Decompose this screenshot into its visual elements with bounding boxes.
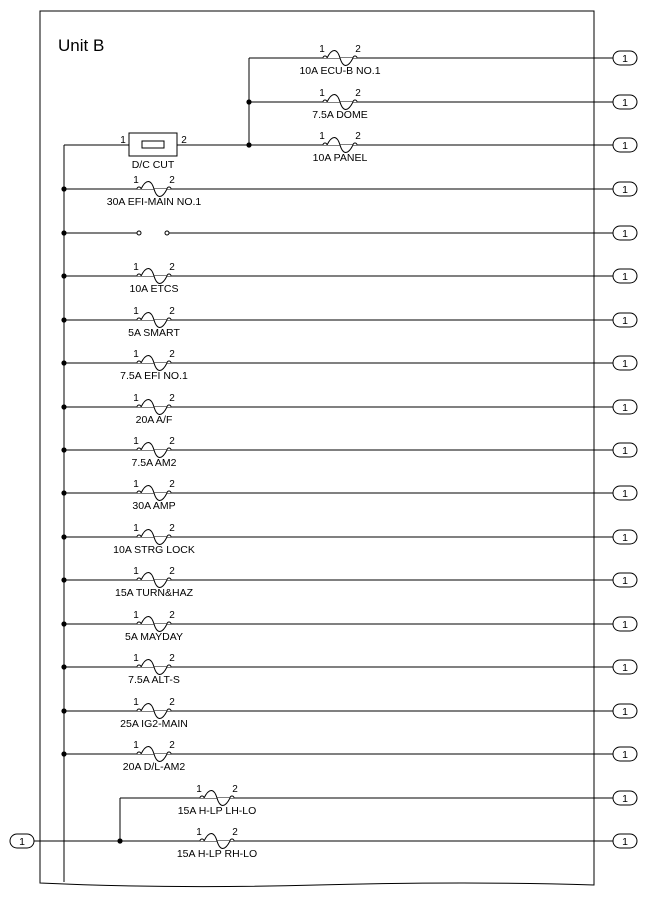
pin-2-label: 2: [232, 784, 238, 795]
fuse-label: 30A EFI-MAIN NO.1: [106, 196, 202, 208]
junction-dot: [61, 186, 66, 191]
pin-1-label: 1: [133, 740, 139, 751]
connector-label: 1: [622, 445, 628, 457]
fuse-symbol: [137, 443, 171, 458]
pin-2-label: 2: [355, 44, 361, 55]
connector-label: 1: [622, 793, 628, 805]
pin-2-label: 2: [232, 827, 238, 838]
pin-2-label: 2: [169, 349, 175, 360]
open-contact: [165, 231, 169, 235]
pin-1-label: 1: [133, 306, 139, 317]
pin-1-label: 1: [133, 653, 139, 664]
fuse-label: 30A AMP: [132, 500, 176, 512]
pin-1-label: 1: [133, 175, 139, 186]
connector-label: 1: [622, 184, 628, 196]
pin-2-label: 2: [355, 88, 361, 99]
connector-label: 1: [622, 488, 628, 500]
fuse-symbol: [137, 660, 171, 675]
junction-dot: [61, 490, 66, 495]
fuse-symbol: [137, 530, 171, 545]
pin-2-label: 2: [169, 393, 175, 404]
connector-label: 1: [622, 228, 628, 240]
fuse-label: 7.5A ALT-S: [128, 674, 180, 686]
pin-1-label: 1: [133, 566, 139, 577]
pin-2-label: 2: [169, 740, 175, 751]
fuse-label: 5A MAYDAY: [125, 631, 183, 643]
pin-1-label: 1: [133, 697, 139, 708]
connector-label: 1: [622, 836, 628, 848]
pin-1-label: 1: [133, 436, 139, 447]
fuse-symbol: [137, 356, 171, 371]
pin-2-label: 2: [169, 523, 175, 534]
fuse-symbol: [137, 400, 171, 415]
fuse-label: 10A ETCS: [129, 283, 179, 295]
fuse-symbol: [137, 486, 171, 501]
junction-dot: [61, 621, 66, 626]
junction-dot: [61, 230, 66, 235]
pin-1-label: 1: [319, 88, 325, 99]
connector-label: 1: [622, 315, 628, 327]
fuse-label: 20A A/F: [135, 414, 173, 426]
connector-label: 1: [622, 358, 628, 370]
pin-2-label: 2: [169, 479, 175, 490]
pin-1-label: 1: [319, 131, 325, 142]
pin-2-label: 2: [169, 306, 175, 317]
fuse-symbol: [137, 704, 171, 719]
junction-dot: [61, 317, 66, 322]
junction-dot: [61, 360, 66, 365]
fuse-label: 10A STRG LOCK: [113, 544, 195, 556]
fuse-symbol: [137, 747, 171, 762]
pin-2-label: 2: [355, 131, 361, 142]
unit-title: Unit B: [58, 36, 105, 55]
dc-cut-element: [142, 141, 164, 148]
pin-2-label: 2: [169, 697, 175, 708]
pin-1-label: 1: [196, 827, 202, 838]
pin-2-label: 2: [169, 175, 175, 186]
fuse-symbol: [200, 834, 234, 849]
fuse-label: 15A H-LP LH-LO: [177, 805, 257, 817]
pin-1-label: 1: [133, 610, 139, 621]
pin-1-label: 1: [133, 479, 139, 490]
open-contact: [137, 231, 141, 235]
connector-label: 1: [622, 749, 628, 761]
connector-label: 1: [19, 836, 25, 848]
junction-dot: [61, 404, 66, 409]
dc-cut-pin-2: 2: [181, 135, 187, 146]
junction-dot: [61, 708, 66, 713]
fuse-symbol: [137, 617, 171, 632]
pin-2-label: 2: [169, 262, 175, 273]
junction-dot: [246, 99, 251, 104]
pin-2-label: 2: [169, 610, 175, 621]
dc-cut-pin-1: 1: [120, 135, 126, 146]
pin-1-label: 1: [319, 44, 325, 55]
connector-label: 1: [622, 706, 628, 718]
connector-label: 1: [622, 662, 628, 674]
pin-2-label: 2: [169, 653, 175, 664]
fuse-label: 10A ECU-B NO.1: [299, 65, 381, 77]
pin-1-label: 1: [133, 262, 139, 273]
fuse-label: 7.5A EFI NO.1: [120, 370, 188, 382]
fuse-label: 15A H-LP RH-LO: [176, 848, 258, 860]
junction-dot: [61, 664, 66, 669]
connector-label: 1: [622, 271, 628, 283]
connector-label: 1: [622, 575, 628, 587]
fuse-symbol: [137, 313, 171, 328]
fuse-symbol: [323, 51, 357, 66]
connector-label: 1: [622, 402, 628, 414]
junction-dot: [61, 447, 66, 452]
fuse-label: 7.5A AM2: [131, 457, 177, 469]
connector-label: 1: [622, 53, 628, 65]
connector-label: 1: [622, 140, 628, 152]
pin-2-label: 2: [169, 566, 175, 577]
pin-1-label: 1: [133, 349, 139, 360]
connector-label: 1: [622, 97, 628, 109]
pin-1-label: 1: [133, 523, 139, 534]
wiring: [34, 58, 613, 882]
pin-1-label: 1: [196, 784, 202, 795]
fuse-label: 7.5A DOME: [312, 109, 368, 121]
fuse-symbol: [137, 269, 171, 284]
junction-dot: [61, 534, 66, 539]
fuse-label: 20A D/L-AM2: [122, 761, 186, 773]
connector-label: 1: [622, 619, 628, 631]
connector-label: 1: [622, 532, 628, 544]
fuse-label: 5A SMART: [128, 327, 180, 339]
junction-dot: [61, 751, 66, 756]
fuse-symbol: [323, 138, 357, 153]
pin-2-label: 2: [169, 436, 175, 447]
fuse-symbol: [323, 95, 357, 110]
fuse-symbol: [137, 182, 171, 197]
junction-dot: [61, 273, 66, 278]
fuse-label: 10A PANEL: [312, 152, 368, 164]
components: [10, 44, 637, 860]
fuse-symbol: [137, 573, 171, 588]
dc-cut-label: D/C CUT: [131, 159, 175, 171]
junction-dot: [117, 838, 122, 843]
fuse-label: 25A IG2-MAIN: [120, 718, 188, 730]
pin-1-label: 1: [133, 393, 139, 404]
fuse-symbol: [200, 791, 234, 806]
junction-dot: [61, 577, 66, 582]
junction-dot: [246, 142, 251, 147]
fuse-label: 15A TURN&HAZ: [115, 587, 193, 599]
